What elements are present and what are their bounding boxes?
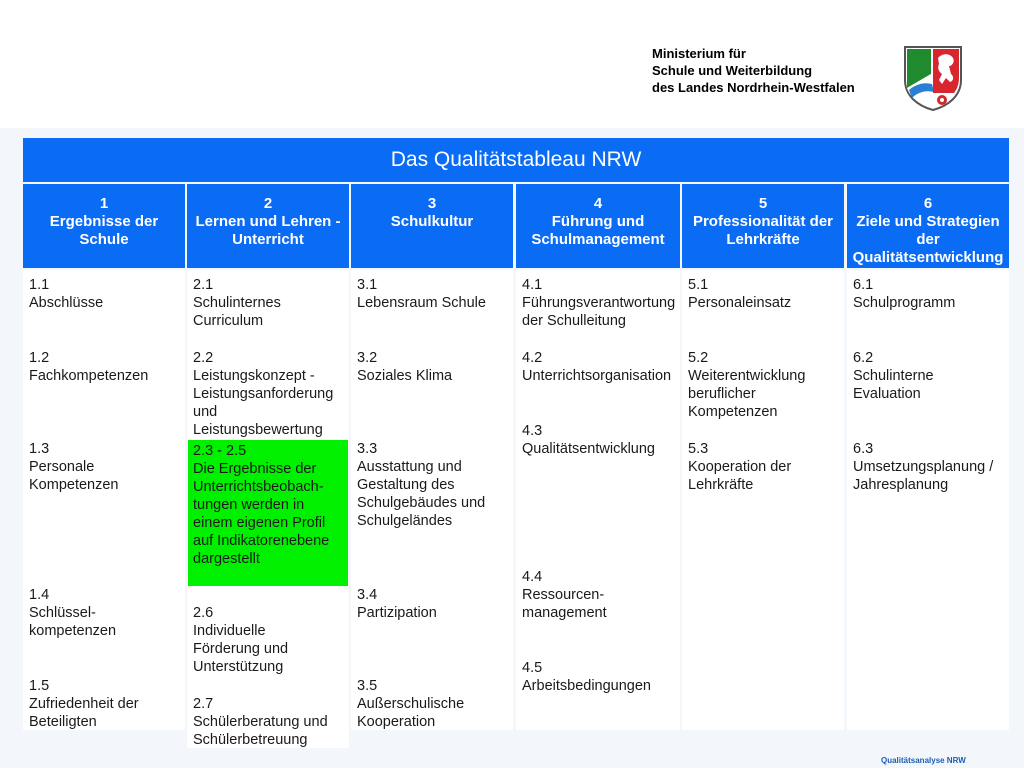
criterion-text: Lebensraum Schule (357, 295, 486, 311)
criterion-code: 3.5 (357, 678, 378, 694)
criterion-4-2 (522, 349, 680, 385)
ministry-line: Schule und Weiterbildung (652, 63, 813, 78)
criterion-5-2 (688, 349, 842, 421)
criterion-code: 4.5 (522, 660, 543, 676)
criterion-text: management (522, 605, 607, 621)
criterion-1-5 (29, 677, 183, 731)
criterion-text: Unterrichtsbeobach- (193, 479, 324, 495)
tableau-title: Das Qualitätstableau NRW (23, 138, 1009, 182)
criterion-code: 1.5 (29, 678, 50, 694)
criterion-3-5 (357, 677, 511, 731)
criterion-text: Unterrichtsorganisation (522, 368, 672, 384)
column-number: 2 (263, 195, 273, 212)
criterion-text: Schulgebäudes und (357, 495, 486, 511)
criterion-text: Leistungskonzept - (193, 368, 315, 384)
criterion-2-7 (193, 695, 348, 749)
criterion-text: Leistungsanforderung (193, 386, 334, 402)
criterion-4-4 (522, 568, 680, 622)
criterion-code: 6.2 (853, 350, 874, 366)
criterion-code: 4.3 (522, 423, 543, 439)
criterion-text: Qualitätsentwicklung (522, 441, 655, 457)
criterion-code: 1.3 (29, 441, 50, 457)
criterion-1-2 (29, 349, 183, 385)
criterion-text: Kooperation (357, 714, 436, 730)
column-header-6 (847, 184, 1009, 268)
criterion-4-3 (522, 422, 680, 458)
ministry-name (652, 45, 855, 96)
criterion-text: der Schulleitung (522, 313, 626, 329)
criterion-4-5 (522, 659, 680, 695)
criterion-1-4 (29, 586, 183, 640)
page-header (0, 0, 1024, 128)
column-number: 1 (99, 195, 109, 212)
criterion-text: Lehrkräfte (688, 477, 754, 493)
criterion-text: einem eigenen Profil (193, 515, 326, 531)
criterion-text: Arbeitsbedingungen (522, 678, 651, 694)
criterion-text: Schulinternes (193, 295, 281, 311)
nrw-coat-of-arms-icon (902, 44, 964, 112)
criterion-text: Führungsverantwortung (522, 295, 676, 311)
criterion-text: Unterstützung (193, 659, 284, 675)
column-title-line: Schule (79, 231, 129, 248)
column-body-5 (682, 270, 844, 730)
criterion-text: Kompetenzen (688, 404, 778, 420)
column-title-line: Ergebnisse der (49, 213, 159, 230)
criterion-code: 6.1 (853, 277, 874, 293)
criterion-1-1 (29, 276, 183, 312)
criterion-text: Abschlüsse (29, 295, 104, 311)
criterion-text: Schülerberatung und (193, 714, 328, 730)
criterion-text: Schulprogramm (853, 295, 956, 311)
criterion-6-3 (853, 440, 1008, 494)
criterion-text: Schulinterne (853, 368, 934, 384)
criterion-text: auf Indikatorenebene (193, 533, 330, 549)
criterion-2-6 (193, 604, 347, 676)
ministry-line: des Landes Nordrhein-Westfalen (652, 80, 855, 95)
criterion-text: Schülerbetreuung (193, 732, 308, 748)
criterion-3-1 (357, 276, 511, 312)
criterion-code: 2.3 - 2.5 (193, 443, 247, 459)
criterion-6-1 (853, 276, 1008, 312)
criterion-code: 5.2 (688, 350, 709, 366)
criterion-text: Ausstattung und (357, 459, 462, 475)
criterion-code: 2.7 (193, 696, 214, 712)
criterion-code: 1.1 (29, 277, 50, 293)
column-title-line: der (916, 231, 940, 248)
column-header-3 (351, 184, 513, 268)
criterion-text: Personaleinsatz (688, 295, 792, 311)
criterion-code: 3.4 (357, 587, 378, 603)
criterion-text: Partizipation (357, 605, 437, 621)
criterion-code: 5.3 (688, 441, 709, 457)
column-header-2 (187, 184, 349, 268)
criterion-text: Zufriedenheit der (29, 696, 139, 712)
column-title-line: Professionalität der (692, 213, 834, 230)
criterion-code: 2.2 (193, 350, 214, 366)
criterion-text: Schlüssel- (29, 605, 96, 621)
criterion-text: kompetenzen (29, 623, 117, 639)
criterion-code: 2.1 (193, 277, 214, 293)
column-body-6 (847, 270, 1009, 730)
column-title-line: Unterricht (232, 231, 304, 248)
criterion-2-3-to-2-5-highlight (188, 440, 348, 586)
criterion-6-2 (853, 349, 1008, 403)
column-title-line: Schulmanagement (531, 231, 665, 248)
criterion-text: Beteiligten (29, 714, 97, 730)
column-header-1 (23, 184, 185, 268)
criterion-5-3 (688, 440, 842, 494)
criterion-code: 1.4 (29, 587, 50, 603)
criterion-code: 2.6 (193, 605, 214, 621)
criterion-text: tungen werden in (193, 497, 305, 513)
criterion-code: 1.2 (29, 350, 50, 366)
criterion-text: Evaluation (853, 386, 921, 402)
criterion-text: Weiterentwicklung (688, 368, 806, 384)
column-number: 6 (923, 195, 933, 212)
criterion-text: Schulgeländes (357, 513, 453, 529)
criterion-text: Gestaltung des (357, 477, 455, 493)
column-title-line: Lernen und Lehren - (195, 213, 341, 230)
criterion-code: 4.4 (522, 569, 543, 585)
criterion-text: beruflicher (688, 386, 756, 402)
column-title-line: Qualitätsentwicklung (852, 249, 1004, 266)
criterion-text: Personale (29, 459, 95, 475)
criterion-text: und (193, 404, 218, 420)
ministry-line: Ministerium für (652, 46, 746, 61)
column-number: 5 (758, 195, 768, 212)
column-number: 3 (427, 195, 437, 212)
column-title-line: Schulkultur (390, 213, 474, 230)
criterion-code: 5.1 (688, 277, 709, 293)
criterion-4-1 (522, 276, 680, 330)
column-body-1 (23, 270, 185, 730)
criterion-text: Soziales Klima (357, 368, 453, 384)
criterion-code: 3.3 (357, 441, 378, 457)
criterion-2-1 (193, 276, 347, 330)
criterion-5-1 (688, 276, 842, 312)
criterion-code: 3.1 (357, 277, 378, 293)
criterion-1-3 (29, 440, 183, 494)
criterion-text: dargestellt (193, 551, 260, 567)
criterion-text: Jahresplanung (853, 477, 949, 493)
column-title-line: Lehrkräfte (726, 231, 800, 248)
column-number: 4 (593, 195, 603, 212)
criterion-code: 3.2 (357, 350, 378, 366)
criterion-code: 4.2 (522, 350, 543, 366)
column-title-line: Führung und (551, 213, 645, 230)
criterion-text: Die Ergebnisse der (193, 461, 317, 477)
criterion-text: Individuelle (193, 623, 266, 639)
criterion-text: Ressourcen- (522, 587, 605, 603)
footer-label: Qualitätsanalyse NRW (881, 756, 966, 765)
criterion-code: 4.1 (522, 277, 543, 293)
criterion-text: Leistungsbewertung (193, 422, 323, 438)
criterion-text: Kompetenzen (29, 477, 119, 493)
column-header-4 (516, 184, 680, 268)
criterion-text: Außerschulische (357, 696, 465, 712)
criterion-text: Fachkompetenzen (29, 368, 149, 384)
criterion-text: Umsetzungsplanung / (853, 459, 994, 475)
criterion-2-2 (193, 349, 348, 439)
criterion-text: Curriculum (193, 313, 264, 329)
criterion-code: 6.3 (853, 441, 874, 457)
criterion-3-3 (357, 440, 511, 530)
column-title-line: Ziele und Strategien (856, 213, 1000, 230)
column-header-5 (682, 184, 844, 268)
criterion-text: Förderung und (193, 641, 289, 657)
criterion-3-2 (357, 349, 511, 385)
criterion-3-4 (357, 586, 511, 622)
criterion-text: Kooperation der (688, 459, 792, 475)
